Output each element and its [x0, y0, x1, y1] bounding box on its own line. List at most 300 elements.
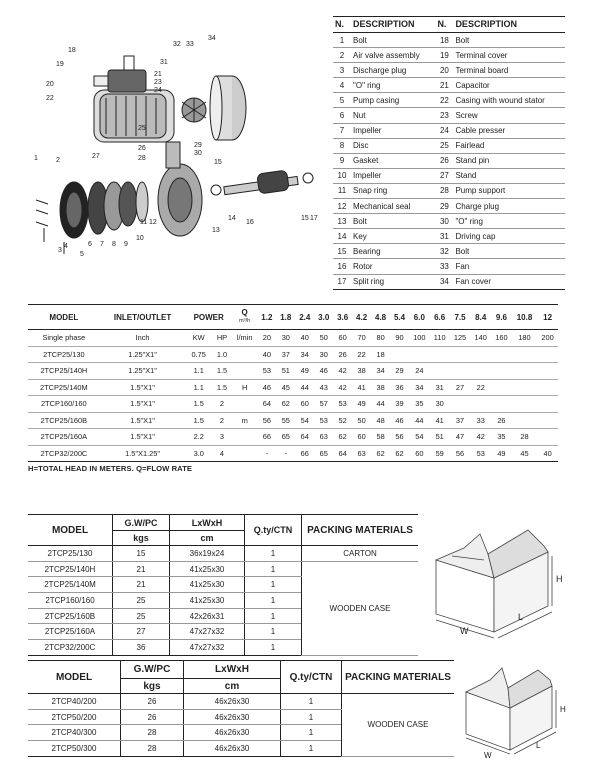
- header-dims-unit: cm: [184, 679, 281, 694]
- callout-10: 10: [136, 235, 144, 242]
- power-hp: 2: [212, 412, 232, 429]
- part-number: 2: [333, 48, 351, 63]
- power-kw: 1.1: [185, 363, 212, 380]
- model: 2TCP25/130: [28, 546, 113, 562]
- parts-row: [333, 63, 565, 78]
- callout-15: 15: [214, 159, 222, 166]
- head-value: 44: [409, 412, 430, 429]
- part-number: 28: [435, 183, 453, 198]
- units-kw: KW: [185, 330, 212, 347]
- box-label-w: W: [460, 626, 469, 636]
- performance-row: [28, 346, 558, 363]
- header-q-value: 4.8: [371, 305, 390, 330]
- header-q-value: 10.8: [512, 305, 537, 330]
- dimensions: 47x27x32: [170, 624, 245, 640]
- header-q-unit: m³/h: [239, 318, 251, 324]
- header-model: MODEL: [28, 305, 100, 330]
- part-description: Screw: [453, 108, 565, 123]
- model: 2TCP25/160B: [28, 608, 113, 624]
- callout-32: 32: [173, 41, 181, 48]
- part-description: Fairlead: [453, 138, 565, 153]
- parts-row: [333, 274, 565, 289]
- part-number: 26: [435, 153, 453, 168]
- callout-6: 6: [88, 241, 92, 248]
- head-value: 40: [537, 445, 558, 462]
- part-number: 23: [435, 108, 453, 123]
- head-value: 41: [430, 412, 450, 429]
- head-value: 64: [257, 396, 276, 413]
- part-description: Air valve assembly: [351, 48, 435, 63]
- part-number: 3: [333, 63, 351, 78]
- part-description: Disc: [351, 138, 435, 153]
- head-value: 60: [409, 445, 430, 462]
- quantity-per-carton: 1: [281, 709, 342, 725]
- head-value: 55: [276, 412, 295, 429]
- rotor-shaft: [211, 170, 313, 195]
- units-q: l/min: [232, 330, 257, 347]
- head-value: 34: [409, 379, 430, 396]
- header-q-value: 3.6: [333, 305, 352, 330]
- head-value: [512, 412, 537, 429]
- head-value: 37: [276, 346, 295, 363]
- head-value: 41: [352, 379, 371, 396]
- callout-14: 14: [228, 215, 236, 222]
- flow-lpm-value: 80: [371, 330, 390, 347]
- head-value: [430, 363, 450, 380]
- fan-cover: [210, 76, 246, 140]
- model: 2TCP50/300: [28, 741, 121, 757]
- head-value: 47: [450, 429, 471, 446]
- box-label-h: H: [556, 574, 563, 584]
- power-kw: 2.2: [185, 429, 212, 446]
- part-number: 34: [435, 274, 453, 289]
- gross-weight: 25: [113, 593, 170, 609]
- callout-25: 25: [138, 125, 146, 132]
- dimensions: 46x26x30: [184, 741, 281, 757]
- head-value: 56: [390, 429, 409, 446]
- box-label-l: L: [518, 612, 524, 622]
- parts-row: [333, 48, 565, 63]
- head-value: 49: [491, 445, 512, 462]
- head-value: -: [276, 445, 295, 462]
- header-dims-unit: cm: [170, 531, 245, 546]
- callout-4: 4: [64, 243, 68, 250]
- callout-15b: 15: [301, 215, 309, 222]
- head-unit-cell: [232, 363, 257, 380]
- part-description: Gasket: [351, 153, 435, 168]
- head-value: [470, 396, 491, 413]
- model: 2TCP25/140H: [28, 363, 100, 380]
- head-value: 40: [257, 346, 276, 363]
- dimensions: 46x26x30: [184, 709, 281, 725]
- flow-lpm-value: 125: [450, 330, 471, 347]
- callout-12: 12: [149, 219, 157, 226]
- inlet-outlet: 1.5"X1.25": [100, 445, 186, 462]
- power-kw: 1.5: [185, 412, 212, 429]
- parts-row: [333, 123, 565, 138]
- head-value: 29: [390, 363, 409, 380]
- head-value: 64: [333, 445, 352, 462]
- part-description: Terminal board: [453, 63, 565, 78]
- quantity-per-carton: 1: [245, 577, 302, 593]
- head-value: [470, 363, 491, 380]
- power-kw: 1.1: [185, 379, 212, 396]
- head-unit-cell: H: [232, 379, 257, 396]
- gross-weight: 26: [121, 694, 184, 710]
- part-description: Bolt: [351, 33, 435, 48]
- callout-9: 9: [124, 241, 128, 248]
- box-illustration-2: [460, 662, 576, 762]
- packing-row: [28, 694, 454, 710]
- head-value: 51: [430, 429, 450, 446]
- part-description: Impeller: [351, 123, 435, 138]
- head-value: 63: [314, 429, 333, 446]
- head-value: [491, 396, 512, 413]
- model: 2TCP25/160A: [28, 624, 113, 640]
- parts-row: [333, 259, 565, 274]
- part-number: 5: [333, 93, 351, 108]
- callout-2: 2: [56, 157, 60, 164]
- part-number: 11: [333, 183, 351, 198]
- gross-weight: 28: [121, 741, 184, 757]
- part-description: Capacitor: [453, 78, 565, 93]
- terminal-box: [94, 56, 146, 92]
- parts-row: [333, 214, 565, 229]
- head-value: [491, 363, 512, 380]
- head-value: 34: [371, 363, 390, 380]
- callout-13: 13: [212, 227, 220, 234]
- callout-11: 11: [140, 219, 148, 226]
- callout-7: 7: [100, 241, 104, 248]
- power-hp: 1.5: [212, 379, 232, 396]
- dimensions: 36x19x24: [170, 546, 245, 562]
- part-number: 16: [333, 259, 351, 274]
- head-value: 28: [512, 429, 537, 446]
- head-unit-cell: [232, 429, 257, 446]
- model: 2TCP40/200: [28, 694, 121, 710]
- header-gw: G.W/PC: [113, 515, 170, 531]
- part-number: 17: [333, 274, 351, 289]
- dimensions: 41x25x30: [170, 577, 245, 593]
- head-value: [537, 379, 558, 396]
- part-description: Cable presser: [453, 123, 565, 138]
- header-q-value: 5.4: [390, 305, 409, 330]
- header-q-symbol: Q: [241, 308, 248, 317]
- part-description: Rotor: [351, 259, 435, 274]
- flow-lpm-value: 30: [276, 330, 295, 347]
- header-q-value: 6.0: [409, 305, 430, 330]
- parts-row: [333, 138, 565, 153]
- part-number: 20: [435, 63, 453, 78]
- part-number: 30: [435, 214, 453, 229]
- part-description: Bolt: [453, 33, 565, 48]
- callout-30: 30: [194, 150, 202, 157]
- head-value: 62: [390, 445, 409, 462]
- part-description: Charge plug: [453, 199, 565, 214]
- head-value: [491, 346, 512, 363]
- part-number: 21: [435, 78, 453, 93]
- quantity-per-carton: 1: [245, 561, 302, 577]
- part-description: Stand pin: [453, 153, 565, 168]
- header-q: [232, 305, 257, 330]
- power-kw: 1.5: [185, 396, 212, 413]
- header-description-2: DESCRIPTION: [453, 17, 565, 33]
- head-value: [537, 346, 558, 363]
- head-value: 30: [430, 396, 450, 413]
- head-value: 53: [333, 396, 352, 413]
- units-model: Single phase: [28, 330, 100, 347]
- header-dims: LxWxH: [170, 515, 245, 531]
- head-value: 53: [470, 445, 491, 462]
- part-description: "O" ring: [351, 78, 435, 93]
- part-description: Discharge plug: [351, 63, 435, 78]
- part-number: 31: [435, 229, 453, 244]
- model: 2TCP25/140M: [28, 379, 100, 396]
- inlet-outlet: 1.5"X1": [100, 412, 186, 429]
- head-value: 24: [409, 363, 430, 380]
- header-qty: Q.ty/CTN: [281, 661, 342, 694]
- flow-lpm-value: 180: [512, 330, 537, 347]
- parts-row: [333, 183, 565, 198]
- gross-weight: 21: [113, 561, 170, 577]
- head-value: 38: [371, 379, 390, 396]
- part-description: "O" ring: [453, 214, 565, 229]
- head-value: 48: [371, 412, 390, 429]
- box-label-l: L: [536, 741, 541, 750]
- packing-header-row: [28, 515, 418, 531]
- header-q-value: 6.6: [430, 305, 450, 330]
- packing-header-row: [28, 661, 454, 679]
- header-q-value: 4.2: [352, 305, 371, 330]
- head-unit-cell: [232, 445, 257, 462]
- part-number: 1: [333, 33, 351, 48]
- part-number: 12: [333, 199, 351, 214]
- power-kw: 0.75: [185, 346, 212, 363]
- head-value: 57: [314, 396, 333, 413]
- header-q-value: 7.5: [450, 305, 471, 330]
- part-number: 9: [333, 153, 351, 168]
- part-description: Fan cover: [453, 274, 565, 289]
- power-hp: 1.0: [212, 346, 232, 363]
- part-description: Mechanical seal: [351, 199, 435, 214]
- head-value: 65: [314, 445, 333, 462]
- header-gw: G.W/PC: [121, 661, 184, 679]
- head-value: 18: [371, 346, 390, 363]
- fan: [182, 98, 206, 122]
- flow-lpm-value: 50: [314, 330, 333, 347]
- part-description: Impeller: [351, 168, 435, 183]
- header-q-value: 9.6: [491, 305, 512, 330]
- part-description: Terminal cover: [453, 48, 565, 63]
- performance-row: [28, 429, 558, 446]
- callout-23: 23: [154, 79, 162, 86]
- inlet-outlet: 1.25"X1": [100, 363, 186, 380]
- part-description: Bolt: [351, 214, 435, 229]
- quantity-per-carton: 1: [281, 741, 342, 757]
- parts-row: [333, 199, 565, 214]
- part-number: 32: [435, 244, 453, 259]
- head-value: 42: [333, 363, 352, 380]
- part-number: 24: [435, 123, 453, 138]
- head-value: [512, 396, 537, 413]
- model: 2TCP25/130: [28, 346, 100, 363]
- flow-lpm-value: 160: [491, 330, 512, 347]
- packing-material-merged: WOODEN CASE: [342, 694, 455, 757]
- parts-row: [333, 244, 565, 259]
- box-illustration-1: [424, 520, 574, 646]
- flow-lpm-value: 20: [257, 330, 276, 347]
- quantity-per-carton: 1: [281, 725, 342, 741]
- part-description: Casing with wound stator: [453, 93, 565, 108]
- head-value: 22: [352, 346, 371, 363]
- model: 2TCP25/160B: [28, 412, 100, 429]
- head-value: [491, 379, 512, 396]
- header-power: POWER: [185, 305, 232, 330]
- callout-18: 18: [68, 47, 76, 54]
- head-value: 49: [352, 396, 371, 413]
- part-number: 4: [333, 78, 351, 93]
- head-value: [450, 396, 471, 413]
- exploded-pump-diagram: [28, 32, 324, 264]
- header-q-value: 2.4: [295, 305, 314, 330]
- part-number: 22: [435, 93, 453, 108]
- part-number: 7: [333, 123, 351, 138]
- callout-3: 3: [58, 247, 62, 254]
- head-value: 53: [314, 412, 333, 429]
- head-value: [537, 412, 558, 429]
- part-number: 19: [435, 48, 453, 63]
- header-description-1: DESCRIPTION: [351, 17, 435, 33]
- part-description: Pump casing: [351, 93, 435, 108]
- part-number: 29: [435, 199, 453, 214]
- flow-lpm-value: 110: [430, 330, 450, 347]
- part-number: 6: [333, 108, 351, 123]
- model: 2TCP25/140H: [28, 561, 113, 577]
- part-description: Bearing: [351, 244, 435, 259]
- head-value: 38: [352, 363, 371, 380]
- head-value: 63: [352, 445, 371, 462]
- power-hp: 1.5: [212, 363, 232, 380]
- packing-material: CARTON: [302, 546, 419, 562]
- gross-weight: 28: [121, 725, 184, 741]
- callout-31: 31: [160, 59, 168, 66]
- performance-units-row: [28, 330, 558, 347]
- head-value: 33: [470, 412, 491, 429]
- header-gw-unit: kgs: [113, 531, 170, 546]
- head-value: 56: [450, 445, 471, 462]
- head-value: 35: [491, 429, 512, 446]
- motor-housing: [94, 90, 174, 142]
- header-gw-unit: kgs: [121, 679, 184, 694]
- header-model: MODEL: [28, 661, 121, 694]
- quantity-per-carton: 1: [245, 640, 302, 656]
- header-n-2: N.: [435, 17, 453, 33]
- callout-29: 29: [194, 142, 202, 149]
- head-value: [512, 379, 537, 396]
- part-number: 33: [435, 259, 453, 274]
- units-inlet: Inch: [100, 330, 186, 347]
- parts-row: [333, 229, 565, 244]
- part-description: Bolt: [453, 244, 565, 259]
- head-value: [450, 363, 471, 380]
- model: 2TCP160/160: [28, 396, 100, 413]
- quantity-per-carton: 1: [245, 624, 302, 640]
- head-value: 54: [409, 429, 430, 446]
- units-hp: HP: [212, 330, 232, 347]
- gross-weight: 26: [121, 709, 184, 725]
- head-value: [430, 346, 450, 363]
- parts-header-row: [333, 17, 565, 33]
- callout-8: 8: [112, 241, 116, 248]
- head-value: 37: [450, 412, 471, 429]
- head-value: 62: [276, 396, 295, 413]
- parts-row: [333, 153, 565, 168]
- callout-5: 5: [80, 251, 84, 258]
- head-value: 31: [430, 379, 450, 396]
- part-number: 15: [333, 244, 351, 259]
- head-value: [537, 396, 558, 413]
- head-value: 66: [295, 445, 314, 462]
- head-value: 65: [276, 429, 295, 446]
- callout-27: 27: [92, 153, 100, 160]
- box-label-h: H: [560, 705, 566, 714]
- head-value: 60: [352, 429, 371, 446]
- gross-weight: 27: [113, 624, 170, 640]
- flow-lpm-value: 140: [470, 330, 491, 347]
- part-number: 18: [435, 33, 453, 48]
- callout-33: 33: [186, 41, 194, 48]
- power-hp: 2: [212, 396, 232, 413]
- head-value: 30: [314, 346, 333, 363]
- header-q-value: 12: [537, 305, 558, 330]
- inlet-outlet: 1.5"X1": [100, 379, 186, 396]
- head-value: 46: [314, 363, 333, 380]
- head-value: 56: [257, 412, 276, 429]
- performance-row: [28, 412, 558, 429]
- callout-21: 21: [154, 71, 162, 78]
- flow-lpm-value: 90: [390, 330, 409, 347]
- quantity-per-carton: 1: [245, 546, 302, 562]
- part-number: 8: [333, 138, 351, 153]
- gross-weight: 21: [113, 577, 170, 593]
- power-kw: 3.0: [185, 445, 212, 462]
- head-value: 36: [390, 379, 409, 396]
- head-value: [512, 346, 537, 363]
- head-value: [450, 346, 471, 363]
- parts-row: [333, 33, 565, 48]
- power-hp: 3: [212, 429, 232, 446]
- head-value: 42: [470, 429, 491, 446]
- part-description: Key: [351, 229, 435, 244]
- callout-20: 20: [46, 81, 54, 88]
- packing-row: [28, 546, 418, 562]
- header-packing: PACKING MATERIALS: [342, 661, 455, 694]
- model: 2TCP160/160: [28, 593, 113, 609]
- model: 2TCP32/200C: [28, 445, 100, 462]
- head-value: 51: [276, 363, 295, 380]
- header-dims: LxWxH: [184, 661, 281, 679]
- dimensions: 46x26x30: [184, 725, 281, 741]
- head-value: 58: [371, 429, 390, 446]
- head-value: [390, 346, 409, 363]
- header-q-value: 1.2: [257, 305, 276, 330]
- head-value: [470, 346, 491, 363]
- head-value: 44: [371, 396, 390, 413]
- part-description: Nut: [351, 108, 435, 123]
- head-value: 49: [295, 363, 314, 380]
- part-description: Driving cap: [453, 229, 565, 244]
- header-q-value: 8.4: [470, 305, 491, 330]
